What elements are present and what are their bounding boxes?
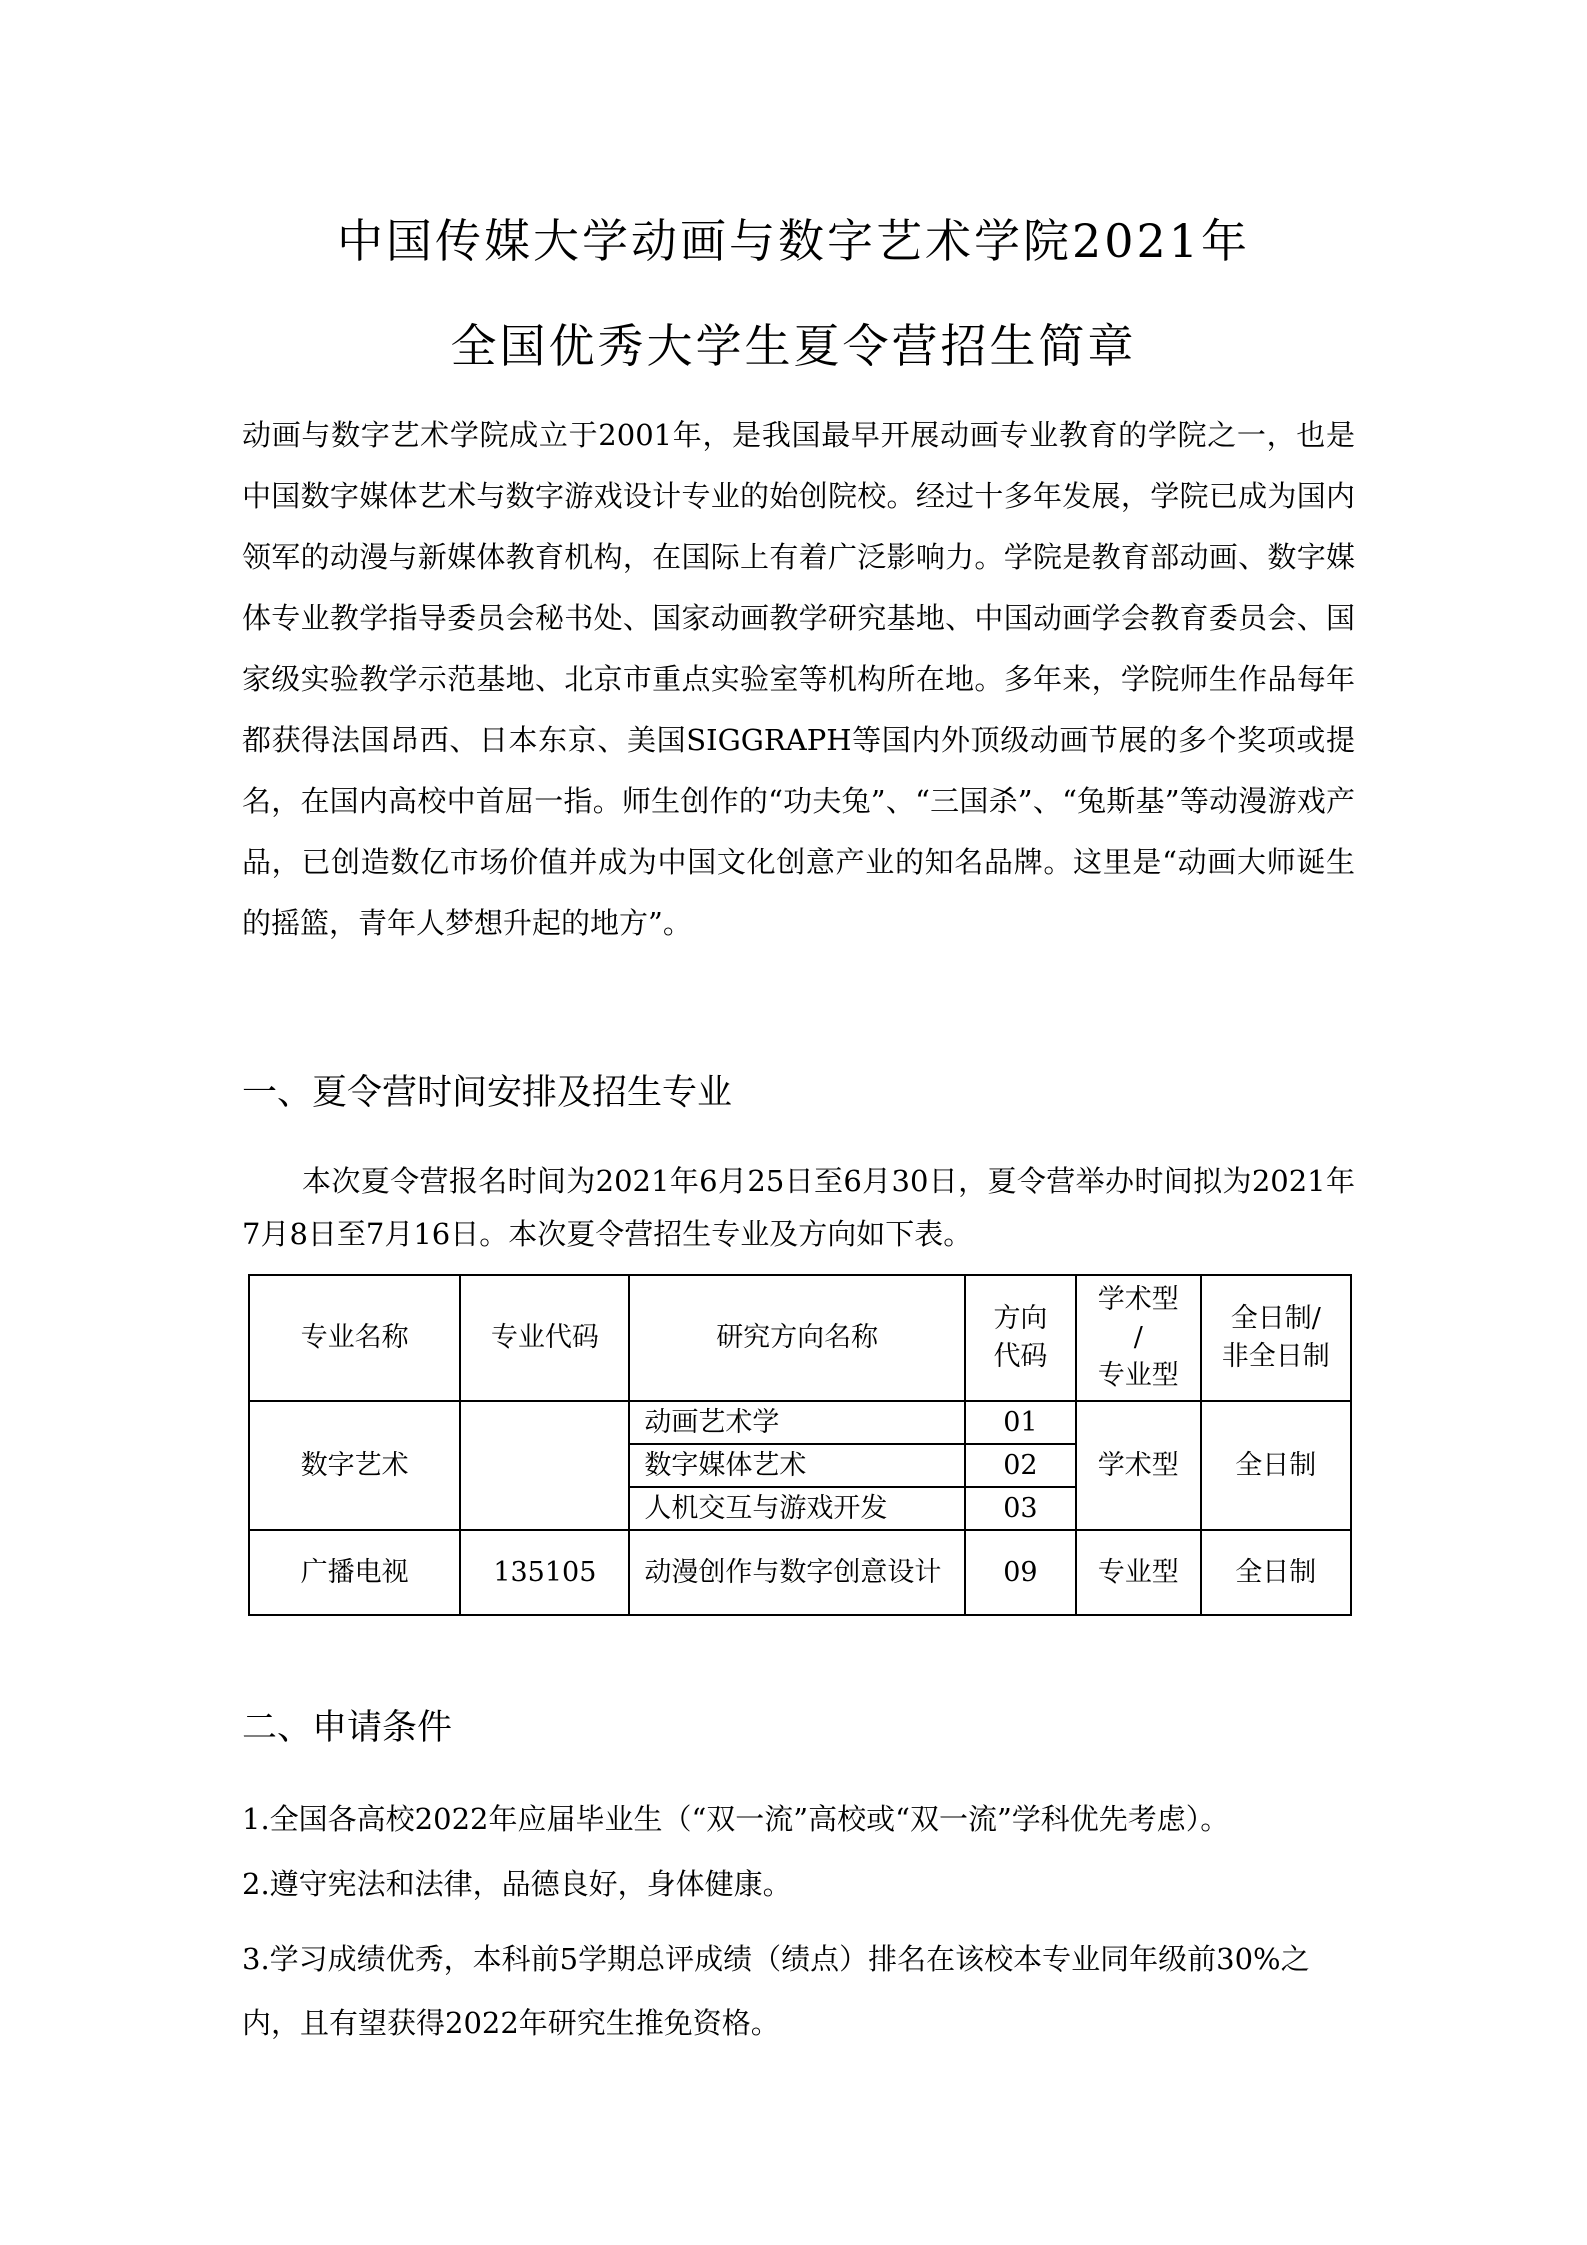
document-title-line-2: 全国优秀大学生夏令营招生简章 xyxy=(450,319,1137,373)
header-code: 专业代码 xyxy=(460,1275,629,1401)
intro-paragraph: 动画与数字艺术学院成立于2001年，是我国最早开展动画专业教育的学院之一，也是中国数字媒体艺术与数字游戏设计专业的始创院校。经过十多年发展，学院已成为国内领军的动漫与新媒体教育机构，在国际上有着广泛影响力。学院是教育部动画、数字媒体专业教学指导委员会秘书处、国家动画教学研究基地、中国动画学会教育委员会、国家级实验教学示范基地、北京市重点实验室等机构所在地。多年来，学院师生作品每年都获得法国昂西、日本东京、美国SIGGRAPH等国内外顶级动画节展的多个奖项或提名，在国内高校中首屈一指。师生创作的“功夫兔”、“三国杀”、“兔斯基”等动漫游戏产品，已创造数亿市场价值并成为中国文化创意产业的知名品牌。这里是“动画大师诞生的摇篮，青年人梦想升起的地方”。 xyxy=(242,418,1355,940)
header-degree-type-line-2: / xyxy=(1133,1322,1143,1353)
condition-item-2: 2.遵守宪法和法律，品德良好，身体健康。 xyxy=(242,1867,792,1901)
program-table xyxy=(248,1274,1352,1616)
header-degree-type-line-3: 专业型 xyxy=(1097,1360,1179,1391)
cell-direction-code: 01 xyxy=(965,1401,1076,1444)
section-1-paragraph: 本次夏令营报名时间为2021年6月25日至6月30日，夏令营举办时间拟为2021年7月8日至7月16日。本次夏令营招生专业及方向如下表。 xyxy=(242,1164,1355,1251)
cell-direction-code: 03 xyxy=(965,1487,1076,1530)
cell-study-mode: 全日制 xyxy=(1201,1401,1351,1530)
header-degree-type xyxy=(1076,1275,1201,1401)
header-major: 专业名称 xyxy=(249,1275,460,1401)
condition-item-1: 1.全国各高校2022年应届毕业生（“双一流”高校或“双一流”学科优先考虑）。 xyxy=(242,1802,1230,1836)
cell-direction: 动漫创作与数字创意设计 xyxy=(629,1530,965,1615)
cell-direction-code: 09 xyxy=(965,1530,1076,1615)
section-1-heading: 一、夏令营时间安排及招生专业 xyxy=(242,1073,733,1113)
section-2-heading: 二、申请条件 xyxy=(242,1708,453,1748)
header-study-mode-line-1: 全日制/ xyxy=(1230,1303,1321,1334)
table-row xyxy=(249,1530,1351,1615)
header-study-mode-line-2: 非全日制 xyxy=(1221,1341,1330,1372)
table-row xyxy=(249,1401,1351,1444)
cell-major-broadcasting: 广播电视 xyxy=(249,1530,460,1615)
cell-study-mode: 全日制 xyxy=(1201,1530,1351,1615)
cell-direction-code: 02 xyxy=(965,1444,1076,1487)
cell-degree-type: 专业型 xyxy=(1076,1530,1201,1615)
table-header-row xyxy=(249,1275,1351,1401)
document-title-line-1: 中国传媒大学动画与数字艺术学院2021年 xyxy=(336,214,1251,268)
header-direction-code-line-2: 代码 xyxy=(993,1341,1048,1372)
cell-degree-type: 学术型 xyxy=(1076,1401,1201,1530)
cell-direction: 数字媒体艺术 xyxy=(629,1444,965,1487)
condition-item-3: 3.学习成绩优秀，本科前5学期总评成绩（绩点）排名在该校本专业同年级前30%之内，且有望获得2022年研究生推免资格。 xyxy=(242,1942,1310,2040)
cell-direction: 人机交互与游戏开发 xyxy=(629,1487,965,1530)
header-direction-code-line-1: 方向 xyxy=(993,1303,1048,1334)
header-study-mode xyxy=(1201,1275,1351,1401)
cell-code-digital-art xyxy=(460,1401,629,1530)
header-direction: 研究方向名称 xyxy=(629,1275,965,1401)
header-direction-code xyxy=(965,1275,1076,1401)
cell-direction: 动画艺术学 xyxy=(629,1401,965,1444)
header-degree-type-line-1: 学术型 xyxy=(1097,1284,1179,1315)
cell-code-broadcasting: 135105 xyxy=(460,1530,629,1615)
cell-major-digital-art: 数字艺术 xyxy=(249,1401,460,1530)
